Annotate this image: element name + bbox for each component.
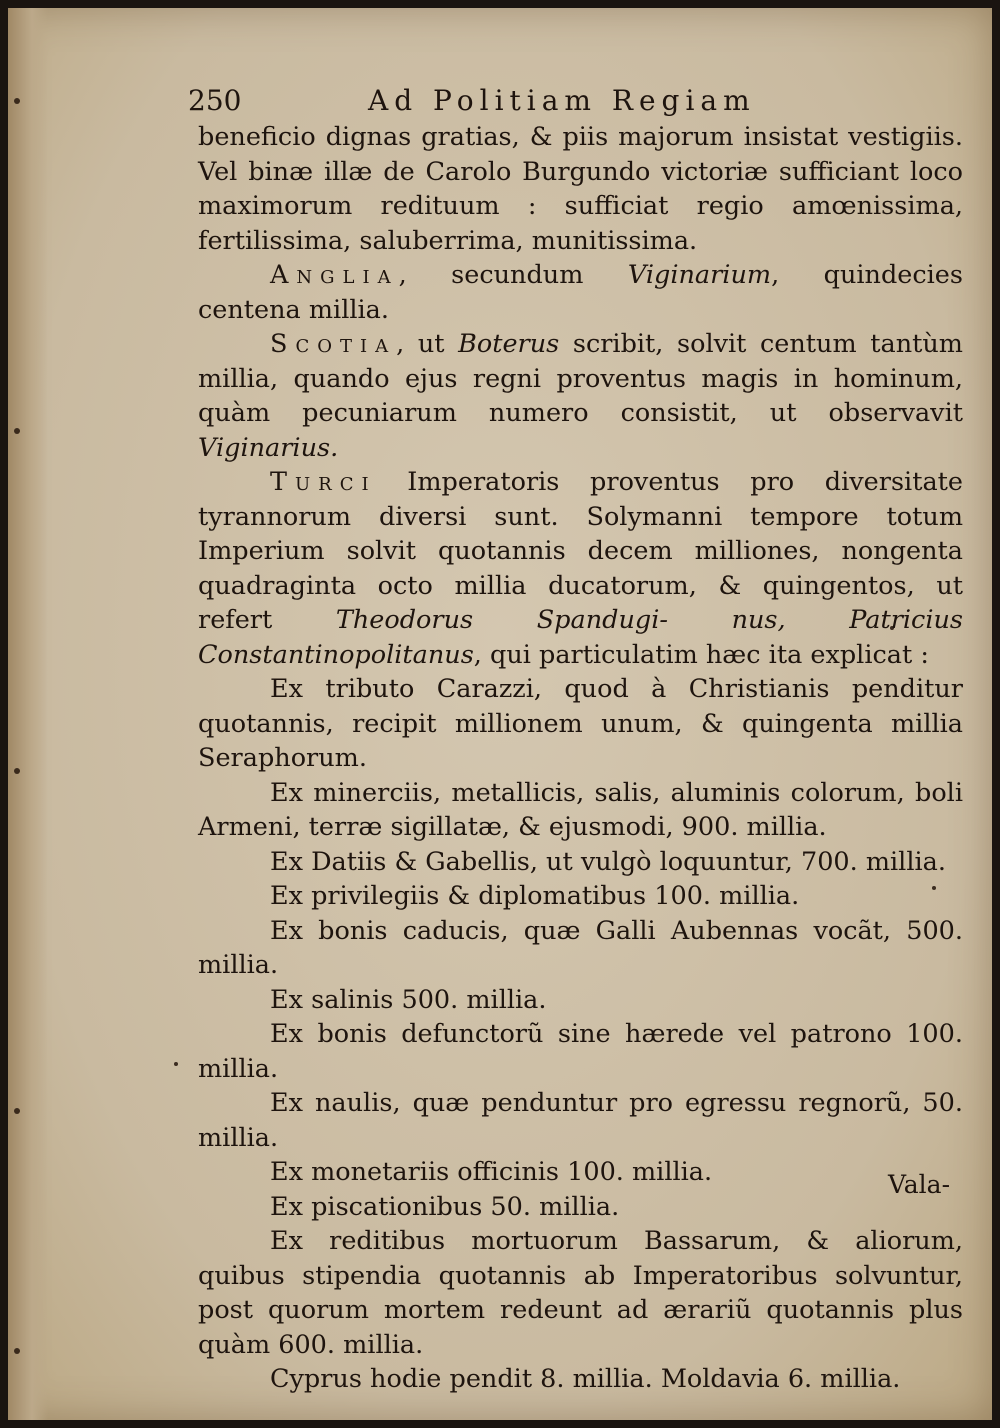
binding-hole	[14, 428, 20, 434]
text-run: , secundum	[398, 260, 628, 290]
running-head: Ad Politiam Regiam	[368, 84, 756, 117]
small-caps-term: Scotia	[270, 329, 397, 359]
paragraph	[198, 879, 963, 914]
text-run: , quindecies centena millia.	[198, 260, 963, 325]
paragraph	[198, 1362, 963, 1397]
paragraph	[198, 1190, 963, 1225]
text-run: beneficio dignas gratias, & piis majorum insistat vestigiis. Vel binæ illæ de Carolo Burgundo victoriæ sufficiant loco maximorum redituum : sufficiat regio amœnissima, fertilissima, saluberrima, munitissima.	[198, 122, 963, 256]
text-run: Ex bonis defunctorũ sine hærede vel patrono 100. millia.	[198, 1019, 963, 1084]
body-text	[198, 120, 963, 1397]
paragraph	[198, 120, 963, 258]
page-number: 250	[188, 84, 242, 117]
catchword: Vala-	[888, 1170, 951, 1199]
italic-name: Boterus	[458, 329, 560, 359]
italic-name: Theodorus Spandugi- nus, Patricius Constantinopolitanus	[198, 605, 963, 670]
paragraph	[198, 914, 963, 983]
text-run: Ex Datiis & Gabellis, ut vulgò loquuntur, 700. millia.	[270, 846, 946, 877]
text-run: Ex naulis, quæ penduntur pro egressu regnorũ, 50. millia.	[198, 1088, 963, 1153]
text-run: , qui particulatim hæc ita explicat :	[473, 639, 929, 670]
paragraph	[198, 1224, 963, 1362]
italic-name: Viginarium	[627, 260, 772, 290]
text-run: Cyprus hodie pendit 8. millia. Moldavia 6. millia.	[270, 1364, 901, 1394]
paragraph	[198, 258, 963, 327]
paragraph	[198, 776, 963, 845]
binding-hole	[14, 1348, 20, 1354]
text-run: Ex salinis 500. millia.	[270, 984, 547, 1015]
text-run: Ex reditibus mortuorum Bassarum, & aliorum, quibus stipendia quotannis ab Imperatoribus solvuntur, post quorum mortem redeunt ad ærariũ quotannis plus quàm 600. millia.	[198, 1226, 963, 1360]
binding-hole	[14, 98, 20, 104]
text-run: Ex privilegiis & diplomatibus 100. millia.	[270, 881, 800, 911]
paragraph	[198, 672, 963, 776]
text-run: scribit, solvit centum tantùm millia, quando ejus regni proventus magis in hominum, quàm pecuniarum numero consistit, ut observavit	[198, 329, 963, 428]
paragraph	[198, 465, 963, 672]
paragraph	[198, 1155, 963, 1190]
text-run: Ex bonis caducis, quæ Galli Aubennas vocãt, 500. millia.	[198, 915, 963, 980]
text-run: , ut	[396, 329, 459, 359]
paragraph	[198, 983, 963, 1018]
paragraph	[198, 1017, 963, 1086]
binding-hole	[14, 768, 20, 774]
paragraph	[198, 327, 963, 465]
paragraph	[198, 845, 963, 880]
text-run: Ex monetariis officinis 100. millia.	[270, 1157, 713, 1187]
page-header	[188, 84, 988, 124]
small-caps-term: Turci	[270, 467, 377, 497]
page-gutter	[8, 8, 48, 1420]
text-run: Ex piscationibus 50. millia.	[270, 1191, 620, 1222]
italic-name: Viginarius.	[198, 432, 339, 463]
small-caps-term: Anglia	[270, 260, 399, 290]
ink-speck	[174, 1062, 178, 1066]
binding-hole	[14, 1108, 20, 1114]
text-run: Ex tributo Carazzi, quod à Christianis penditur quotannis, recipit millionem unum, & quingenta millia Seraphorum.	[198, 674, 963, 773]
text-run: Imperatoris proventus pro diversitate tyrannorum diversi sunt. Solymanni tempore totum Imperium solvit quotannis decem milliones, nongenta quadraginta octo millia ducatorum, & quingentos, ut refert	[198, 467, 963, 635]
paragraph	[198, 1086, 963, 1155]
text-run: Ex minerciis, metallicis, salis, aluminis colorum, boli Armeni, terræ sigillatæ, & ejusmodi, 900. millia.	[198, 777, 963, 842]
